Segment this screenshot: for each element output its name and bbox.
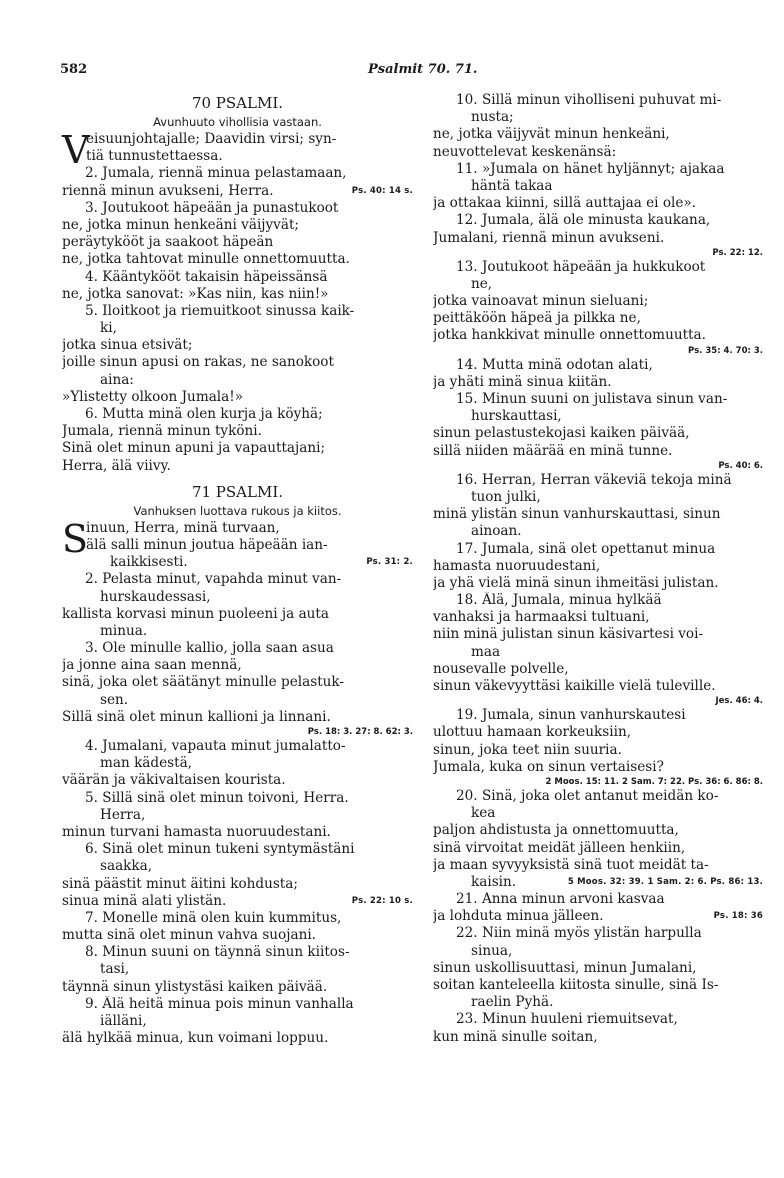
verse-line: 17. Jumala, sinä olet opettanut minua [456,540,716,557]
verse-line: iälläni, [100,1013,147,1029]
verse-line: sinun pelastustekojasi kaiken päivää, [433,425,690,442]
verse-line: 6. Mutta minä olen kurja ja köyhä; [85,406,323,422]
verse-line: paljon ahdistusta ja onnettomuutta, [433,822,679,839]
verse-line: minä ylistän sinun vanhurskauttasi, sinun [433,506,721,523]
verse-line [62,183,413,200]
verse-line: tiä tunnustettaessa. [86,148,223,165]
verse-line: hurskauttasi, [471,408,562,425]
verse-line: sinä virvoitat meidät jälleen henkiin, [433,839,686,856]
cross-reference: Ps. 31: 2. [366,557,413,568]
verse-line: 4. Kääntykööt takaisin häpeissänsä [85,268,328,285]
verse-line: ne, [471,275,493,292]
verse-line: 18. Älä, Jumala, minua hylkää [456,592,662,609]
page-header [0,62,784,82]
verse-line: 23. Minun huuleni riemuitsevat, [456,1011,678,1028]
verse-line: man kädestä, [100,755,193,772]
verse-line: ja yhä vielä minä sinun ihmeitäsi julistan. [433,574,719,591]
verse-line: 5. Sillä sinä olet minun toivoni, Herra. [85,789,349,806]
verse-line: peittäköön häpeä ja pilkka ne, [433,310,641,327]
verse-line: niin minä julistan sinun käsivartesi voi- [433,626,704,643]
verse-line: väärän ja väkivaltaisen kourista. [62,772,286,789]
verse-line: 2. Pelasta minut, vapahda minut van- [85,571,342,588]
verse-line: 22. Niin minä myös ylistän harpulla [456,925,702,942]
verse-line: 16. Herran, Herran väkeviä tekoja minä [456,471,732,488]
verse-line: Jumala, riennä minun tyköni. [62,423,262,440]
verse-line: 14. Mutta minä odotan alati, [456,356,653,373]
cross-reference: Ps. 22: 10 s. [351,895,413,906]
verse-line: kallista korvasi minun puoleeni ja auta [62,605,329,622]
verse-line: mutta sinä olet minun vahva suojani. [62,927,316,944]
verse-text: riennä minun avukseni, Herra. [62,182,274,199]
verse-line: sinua, [471,942,513,959]
verse-line: raelin Pyhä. [471,994,554,1011]
verse-line: tuon julki, [471,488,541,505]
verse-line: 2. Jumala, riennä minua pelastamaan, [85,165,347,182]
verse-line: ja yhäti minä sinua kiitän. [433,373,612,390]
verse-line: älä salli minun joutua häpeään ian- [86,536,328,553]
verse-line: sinä, joka olet säätänyt minulle pelastuk- [62,674,345,691]
cross-reference: Ps. 40: 6. [718,460,763,471]
verse-line: hamasta nuoruudestani, [433,557,601,574]
psalm-title: 70 PSALMI. [191,94,284,112]
running-head: Psalmit 70. 71. [368,62,478,77]
verse-text: ja lohduta minua jälleen. [433,908,604,925]
psalm-subtitle: Vanhuksen luottava rukous ja kiitos. [133,503,342,518]
verse-text: sinua minä alati ylistän. [62,892,227,909]
verse-line: minun turvani hamasta nuoruudestani. [62,823,331,840]
verse-line [62,893,413,910]
verse-line: ja maan syvyyksistä sinä tuot meidät ta- [433,856,709,873]
cross-reference: 2 Moos. 15: 11. 2 Sam. 7: 22. Ps. 36: 6. 86: 8. [545,776,763,787]
verse-line: nusta; [471,109,514,126]
psalm-subtitle: Avunhuuto vihollisia vastaan. [153,115,322,129]
verse-line: tasi, [100,961,130,978]
verse-line: ainoan. [471,523,522,540]
verse-line: soitan kanteleella kiitosta sinulle, sinä Is- [433,977,719,993]
verse-line: kun minä sinulle soitan, [433,1028,598,1045]
verse-line: sinä päästit minut äitini kohdusta; [62,875,298,892]
verse-line: sinun uskollisuuttasi, minun Jumalani, [433,959,697,976]
verse-line: peräytykööt ja saakoot häpeän [62,234,274,251]
left-column [62,92,413,1047]
verse-line: Herra, älä viivy. [62,457,171,474]
verse-line: 5. Iloitkoot ja riemuitkoot sinussa kaik- [85,302,355,319]
verse-line: aina: [100,371,134,388]
verse-line: jotka sinua etsivät; [62,337,193,354]
verse-line: 13. Joutukoot häpeään ja hukkukoot [456,258,706,275]
verse-line: ne, jotka tahtovat minulle onnettomuutta. [62,251,350,268]
cross-reference: Ps. 40: 14 s. [351,185,413,196]
cross-reference: Ps. 35: 4. 70: 3. [688,345,763,356]
cross-reference: Ps. 22: 12. [712,247,763,258]
verse-line: sillä niiden määrää en minä tunne. [433,442,673,459]
verse-line: ne, jotka minun henkeäni väijyvät; [62,216,300,233]
cross-reference: Ps. 18: 36 [713,911,763,922]
verse-line: 4. Jumalani, vapauta minut jumalatto- [85,738,346,754]
cross-reference: Ps. 18: 3. 27: 8. 62: 3. [307,727,413,737]
verse-line: 19. Jumala, sinun vanhurskautesi [456,707,686,724]
verse-line: Sinä olet minun apuni ja vapauttajani; [62,440,326,457]
verse-line: jotka vainoavat minun sieluani; [433,293,649,310]
verse-line: 20. Sinä, joka olet antanut meidän ko- [456,787,719,804]
verse-line: ja ottakaa kiinni, sillä auttajaa ei ole». [433,195,697,212]
verse-line: eisuunjohtajalle; Daavidin virsi; syn- [86,131,337,147]
verse-line: häntä takaa [471,177,553,194]
verse-line: Jumala, kuka on sinun vertaisesi? [433,758,664,775]
verse-line [433,908,763,925]
verse-line: »Ylistetty olkoon Jumala!» [62,388,244,405]
verse-line: 3. Joutukoot häpeään ja punastukoot [85,199,339,216]
verse-line: sinun väkevyyttäsi kaikille vielä tuleville. [433,678,716,694]
drop-cap-letter: S [62,516,89,561]
verse-line: inuun, Herra, minä turvaan, [86,519,280,536]
verse-line: neuvottelevat keskenänsä: [433,143,617,160]
verse-line: vanhaksi ja harmaaksi tultuani, [433,609,650,626]
verse-line: 3. Ole minulle kallio, jolla saan asua [85,640,334,657]
verse-line: 15. Minun suuni on julistava sinun van- [456,391,728,407]
verse-line: ki, [100,320,117,337]
verse-line: 21. Anna minun arvoni kasvaa [456,891,665,908]
verse-text: kaisin. [471,873,517,890]
verse-line: ne, jotka väijyvät minun henkeäni, [433,126,670,143]
verse-line: älä hylkää minua, kun voimani loppuu. [62,1030,329,1047]
verse-line: 10. Sillä minun viholliseni puhuvat mi- [456,92,722,108]
verse-line: täynnä sinun ylistystäsi kaiken päivää. [62,978,328,995]
verse-line: Jumalani, riennä minun avukseni. [433,229,665,246]
page-number: 582 [60,62,88,77]
verse-line: kea [471,805,496,822]
verse-line [433,874,763,891]
verse-line: sen. [100,691,129,708]
verse-line: 6. Sinä olet minun tukeni syntymästäni [85,841,355,858]
cross-reference: 5 Moos. 32: 39. 1 Sam. 2: 6. Ps. 86: 13. [567,876,763,887]
verse-line: 9. Älä heitä minua pois minun vanhalla [85,995,354,1012]
right-column [433,92,763,1046]
verse-line [62,554,413,571]
drop-cap-letter: V [62,128,90,172]
verse-line: sinun, joka teet niin suuria. [433,741,622,758]
verse-line: hurskaudessasi, [100,588,211,605]
drop-cap-paragraph [62,516,413,561]
cross-reference: Jes. 46: 4. [715,696,763,707]
verse-line: 7. Monelle minä olen kuin kummitus, [85,909,342,926]
verse-line: Herra, [100,806,146,823]
verse-line: 8. Minun suuni on täynnä sinun kiitos- [85,944,350,961]
verse-line: ja jonne aina saan mennä, [62,657,242,674]
verse-line: nousevalle polvelle, [433,660,569,677]
psalm-title: 71 PSALMI. [191,482,284,501]
verse-line: Sillä sinä olet minun kallioni ja linnani. [62,708,331,725]
verse-line: minua. [100,622,148,639]
verse-text: kaikkisesti. [110,554,188,571]
verse-line: jotka hankkivat minulle onnettomuutta. [433,327,706,344]
verse-line: ne, jotka sanovat: »Kas niin, kas niin!» [62,285,329,302]
verse-line: 11. »Jumala on hänet hyljännyt; ajakaa [456,160,725,177]
verse-line: maa [471,643,501,660]
verse-line: joille sinun apusi on rakas, ne sanokoot [62,354,334,371]
drop-cap-paragraph [62,128,413,172]
verse-line: saakka, [100,858,153,875]
verse-line: 12. Jumala, älä ole minusta kaukana, [456,212,711,229]
verse-line: ulottuu hamaan korkeuksiin, [433,724,632,741]
